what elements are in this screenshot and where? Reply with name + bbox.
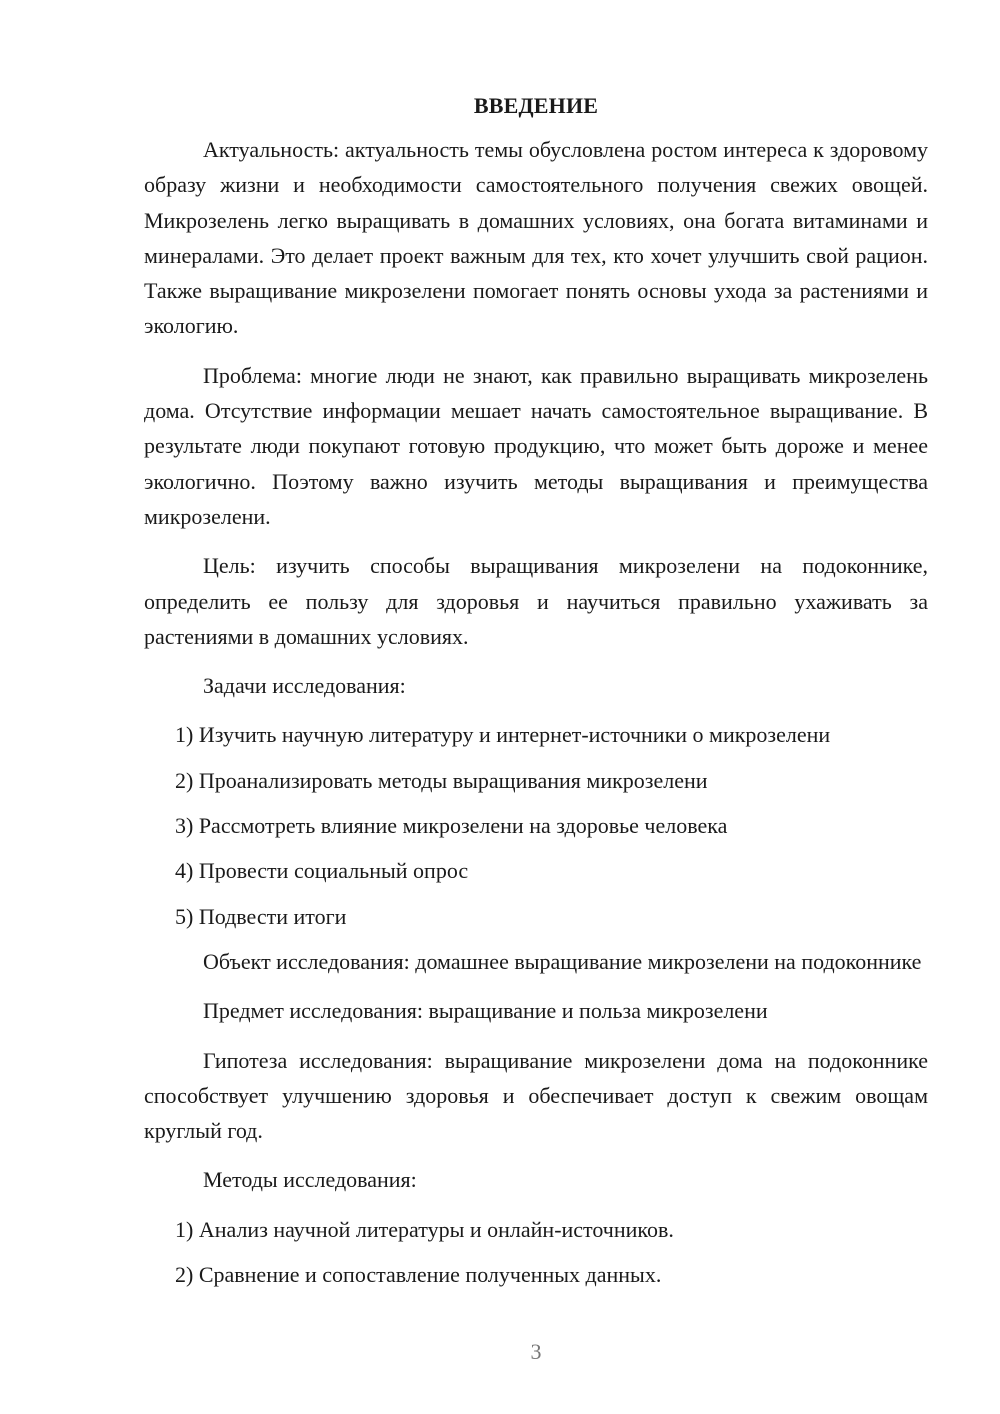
list-item: 2) Проанализировать методы выращивания микрозелени xyxy=(175,767,708,793)
list-item: 1) Анализ научной литературы и онлайн-источников. xyxy=(175,1216,674,1242)
list-item: 3) Рассмотреть влияние микрозелени на здоровье человека xyxy=(175,813,728,839)
subject-paragraph: Предмет исследования: выращивание и польза микрозелени xyxy=(203,998,768,1024)
tasks-heading: Задачи исследования: xyxy=(203,673,406,699)
document-title: ВВЕДЕНИЕ xyxy=(473,93,599,118)
goal-paragraph: Цель: изучить способы выращивания микрозелени на подоконнике, определить ее пользу для здоровья и научиться правильно ухаживать за растениями в домашних условиях. xyxy=(144,553,928,649)
list-item: 4) Провести социальный опрос xyxy=(175,858,469,884)
problem-paragraph: Проблема: многие люди не знают, как правильно выращивать микрозелень дома. Отсутствие информации мешает начать самостоятельное выращивание. В результате люди покупают готовую продукцию, что может быть дороже и менее экологично. Поэтому важно изучить методы выращивания и преимущества микрозелени. xyxy=(144,362,928,529)
list-item: 2) Сравнение и сопоставление полученных данных. xyxy=(175,1262,662,1288)
methods-list xyxy=(144,1212,928,1293)
methods-heading: Методы исследования: xyxy=(203,1167,417,1193)
page-number: 3 xyxy=(530,1339,542,1364)
list-item: 1) Изучить научную литературу и интернет-источники о микрозелени xyxy=(175,722,831,748)
hypothesis-paragraph: Гипотеза исследования: выращивание микрозелени дома на подоконнике способствует улучшению здоровья и обеспечивает доступ к свежим овощам круглый год. xyxy=(144,1047,928,1144)
relevance-paragraph: Актуальность: актуальность темы обусловлена ростом интереса к здоровому образу жизни и необходимости самостоятельного получения свежих овощей. Микрозелень легко выращивать в домашних условиях, она богата витаминами и минералами. Это делает проект важным для тех, кто хочет улучшить свой рацион. Также выращивание микрозелени помогает понять основы ухода за растениями и экологию. xyxy=(144,137,928,339)
document-page xyxy=(144,92,928,1302)
tasks-list xyxy=(144,717,928,933)
object-paragraph: Объект исследования: домашнее выращивание микрозелени на подоконнике xyxy=(203,948,922,974)
list-item: 5) Подвести итоги xyxy=(175,903,347,929)
